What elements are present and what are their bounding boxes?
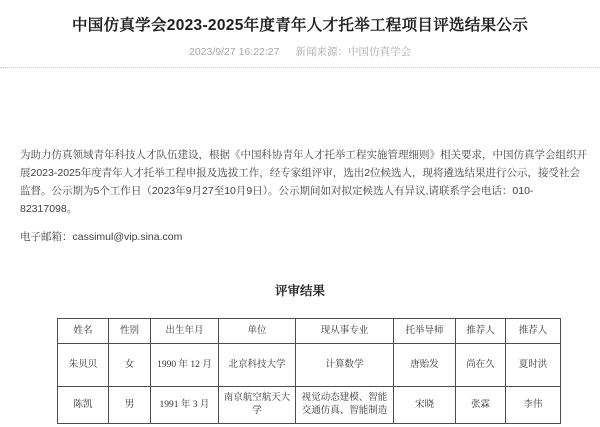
news-source: 新闻来源：中国仿真学会	[295, 46, 411, 58]
table-header-row	[58, 319, 561, 344]
col-header-birthdate: 出生年月	[151, 319, 219, 344]
col-header-specialty: 现从事专业	[296, 319, 394, 344]
page-title: 中国仿真学会2023-2025年度青年人才托举工程项目评选结果公示	[71, 17, 529, 34]
cell-recommender-1: 尚在久	[456, 344, 506, 387]
meta-line	[0, 44, 600, 59]
table-row	[58, 344, 561, 387]
cell-name: 朱贝贝	[58, 344, 109, 387]
document-header	[0, 0, 600, 68]
cell-recommender-2: 李伟	[506, 387, 561, 424]
cell-organization: 北京科技大学	[219, 344, 296, 387]
cell-recommender-1: 张霖	[456, 387, 506, 424]
col-header-recommender-1: 推荐人	[456, 319, 506, 344]
cell-name: 陈凯	[58, 387, 109, 424]
cell-mentor: 唐贻发	[394, 344, 456, 387]
cell-specialty: 视觉动态建模、智能交通仿真、智能制造	[296, 387, 394, 424]
table-row	[58, 387, 561, 424]
cell-birthdate: 1991 年 3 月	[151, 387, 219, 424]
col-header-mentor: 托举导师	[394, 319, 456, 344]
publish-datetime: 2023/9/27 16:22:27	[188, 46, 280, 58]
cell-birthdate: 1990 年 12 月	[151, 344, 219, 387]
col-header-gender: 性别	[109, 319, 151, 344]
col-header-recommender-2: 推荐人	[506, 319, 561, 344]
cell-specialty: 计算数学	[296, 344, 394, 387]
cell-mentor: 宋晓	[394, 387, 456, 424]
results-table	[57, 318, 561, 424]
cell-gender: 男	[109, 387, 151, 424]
col-header-name: 姓名	[58, 319, 109, 344]
announcement-paragraph: 为助力仿真领域青年科技人才队伍建设，根据《中国科协青年人才托举工程实施管理细则》相关要求，中国仿真学会组织开展2023-2025年度青年人才托举工程申报及选拔工作，经专家组评审，选出2位候选人，现将遴选结果进行公示，接受社会监督。公示期为5个工作日（2023年9月27至10月9日）。公示期间如对拟定候选人有异议,请联系学会电话：010-82317098。	[20, 149, 587, 215]
cell-gender: 女	[109, 344, 151, 387]
col-header-organization: 单位	[219, 319, 296, 344]
cell-recommender-2: 夏时洪	[506, 344, 561, 387]
dotted-divider	[0, 67, 600, 68]
cell-organization: 南京航空航天大学	[219, 387, 296, 424]
contact-email-line: 电子邮箱：cassimul@vip.sina.com	[20, 231, 183, 243]
results-heading: 评审结果	[274, 284, 325, 298]
